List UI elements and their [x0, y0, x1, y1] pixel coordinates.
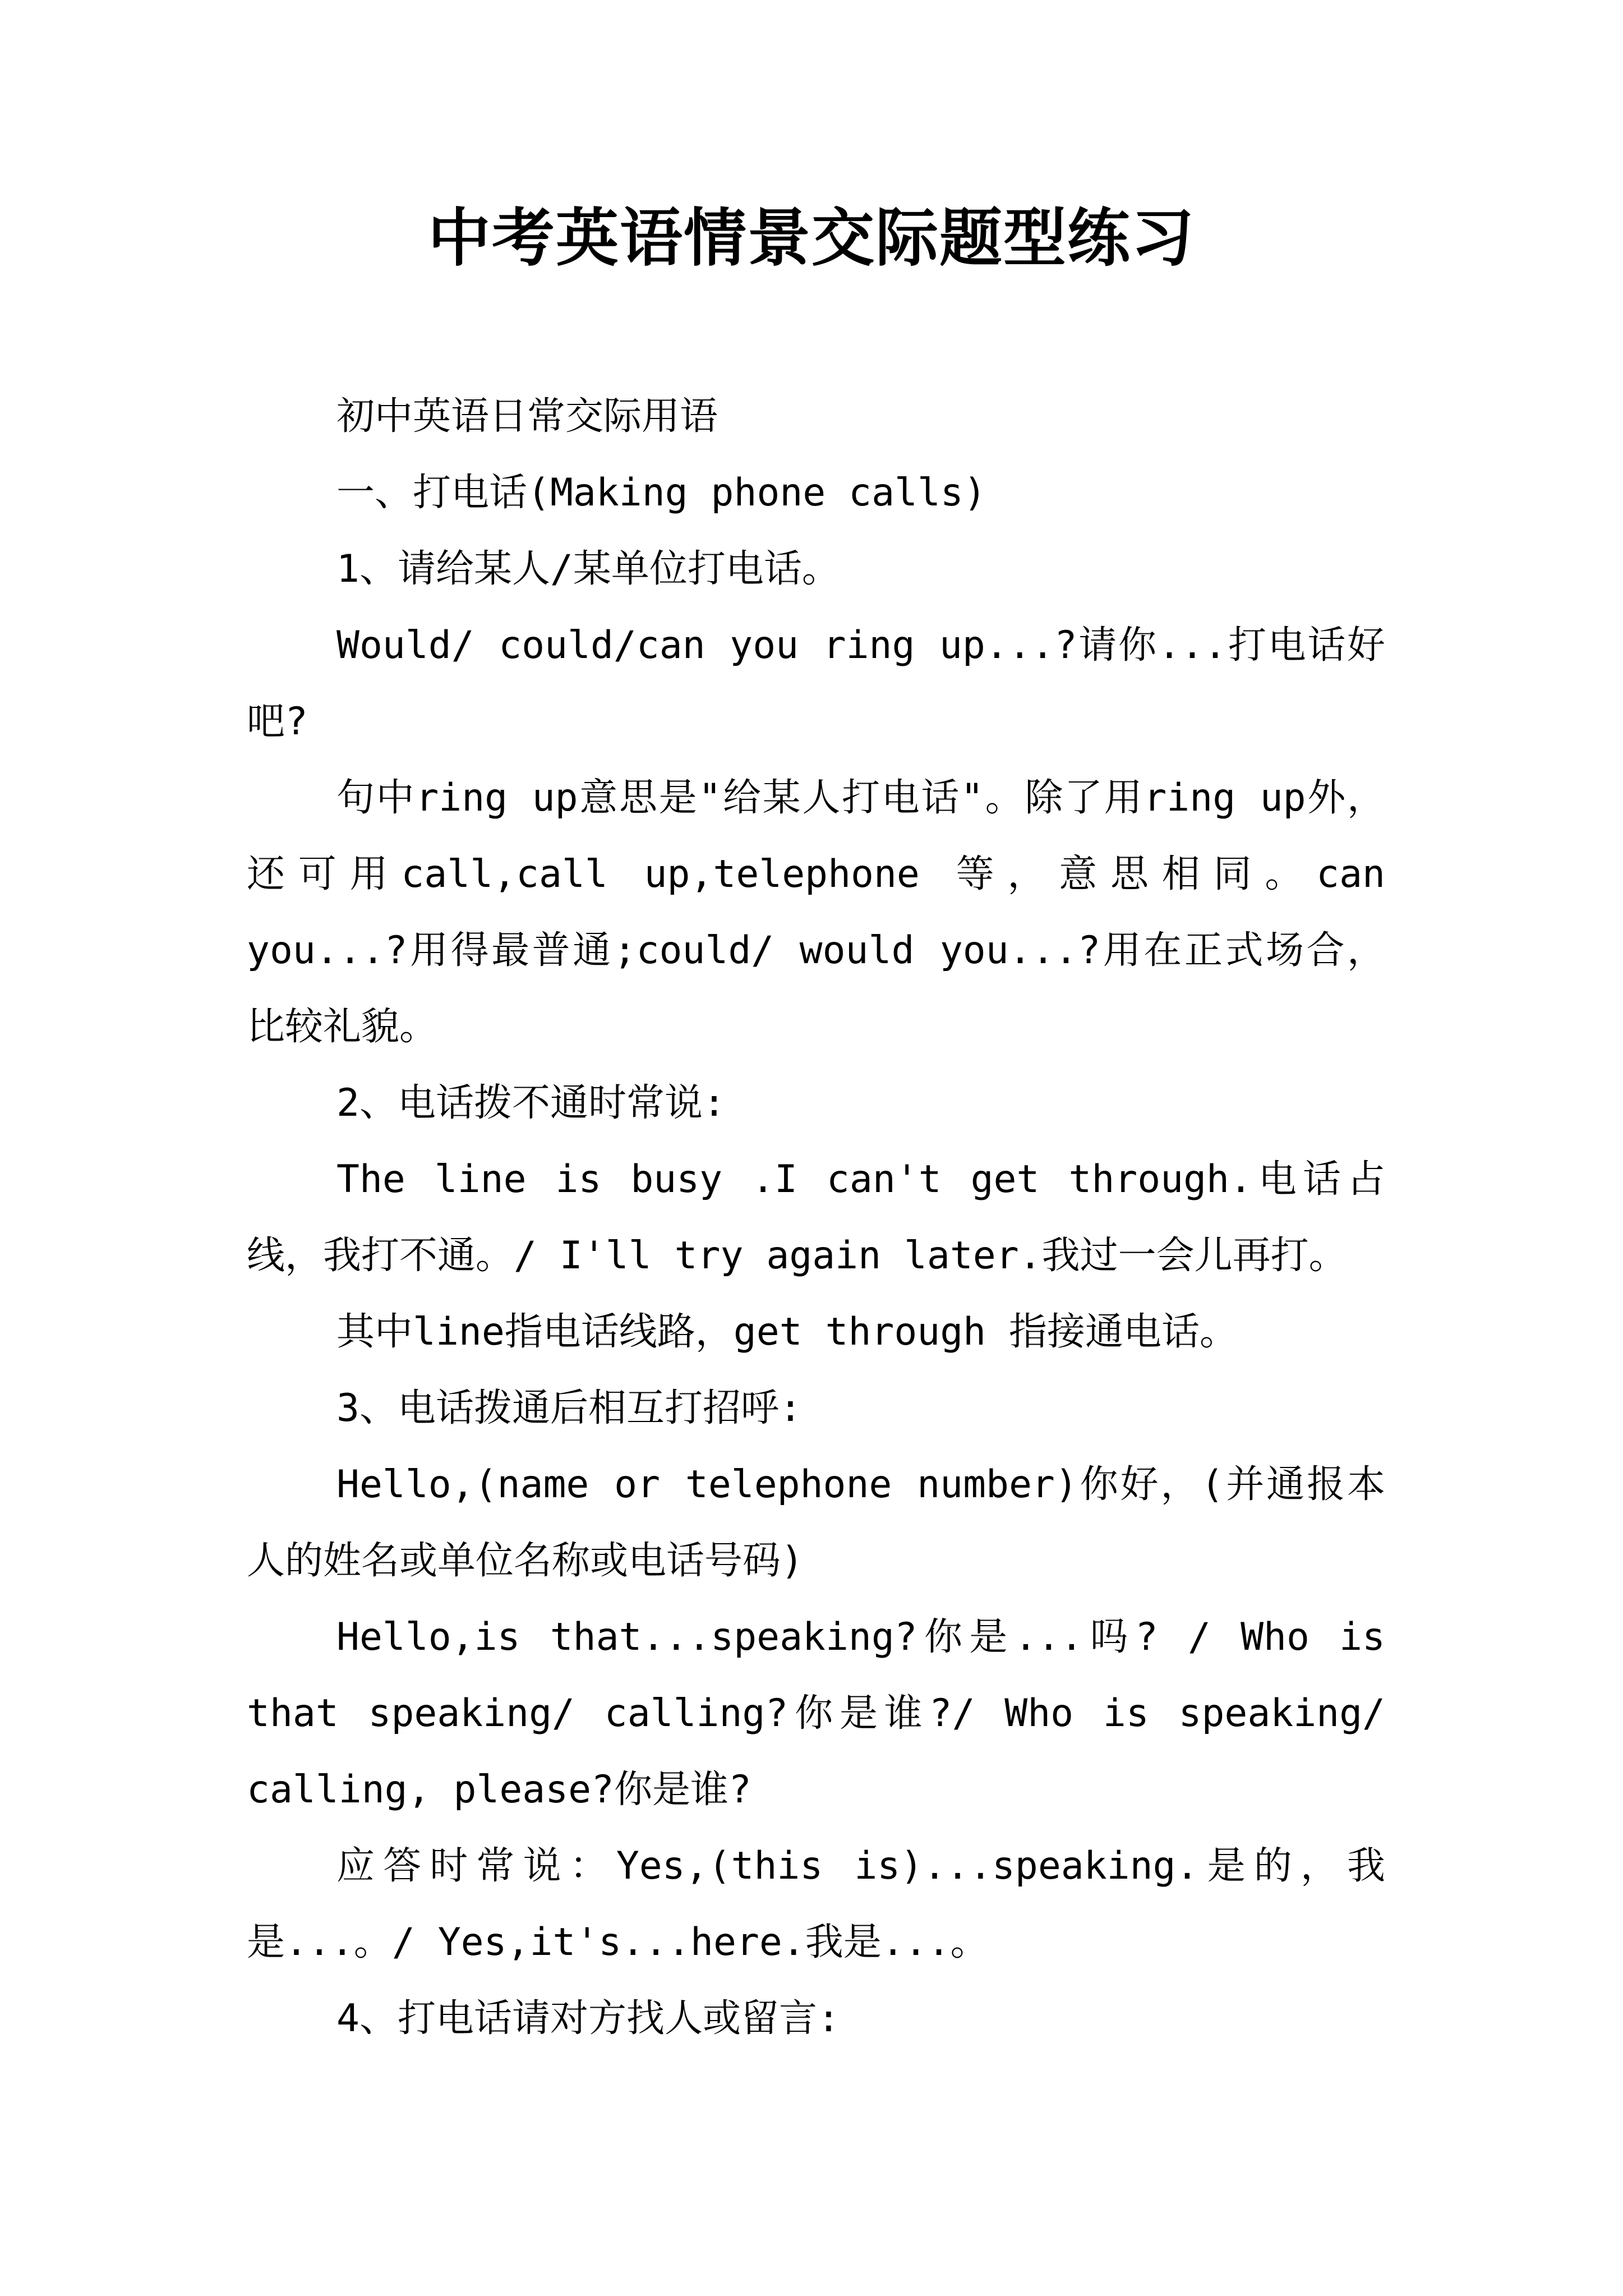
paragraph-heading: 初中英语日常交际用语 — [336, 394, 718, 439]
item-1-heading: 1、请给某人/某单位打电话。 — [336, 547, 840, 591]
document-body — [247, 379, 1385, 2057]
section-heading-phone-calls: 一、打电话(Making phone calls) — [336, 471, 986, 515]
paragraph: 其中line指电话线路，get through 指接通电话。 — [336, 1310, 1238, 1354]
document-title: 中考英语情景交际题型练习 — [428, 201, 1195, 275]
item-2-heading: 2、电话拨不通时常说: — [336, 1081, 726, 1125]
paragraph: The line is busy .I can't get through.电话占线，我打不通。/ I'll try again later.我过一会儿再打。 — [247, 1157, 1385, 1278]
paragraph: Hello,(name or telephone number)你好，(并通报本人的姓名或单位名称或电话号码) — [247, 1462, 1385, 1583]
item-3-heading: 3、电话拨通后相互打招呼: — [336, 1386, 802, 1430]
paragraph: 句中ring up意思是"给某人打电话"。除了用ring up外，还可用call,call up,telephone 等，意思相同。can you...?用得最普通;could/ would you...?用在正式场合，比较礼貌。 — [247, 776, 1385, 1049]
item-4-heading: 4、打电话请对方找人或留言: — [336, 1996, 840, 2041]
paragraph: Would/ could/can you ring up...?请你...打电话好吧? — [247, 623, 1385, 744]
paragraph: Hello,is that...speaking?你是...吗? / Who is that speaking/ calling?你是谁?/ Who is speaking/ calling, please?你是谁? — [247, 1615, 1385, 1812]
paragraph: 应答时常说：Yes,(this is)...speaking.是的，我是...。/ Yes,it's...here.我是...。 — [247, 1844, 1385, 1964]
